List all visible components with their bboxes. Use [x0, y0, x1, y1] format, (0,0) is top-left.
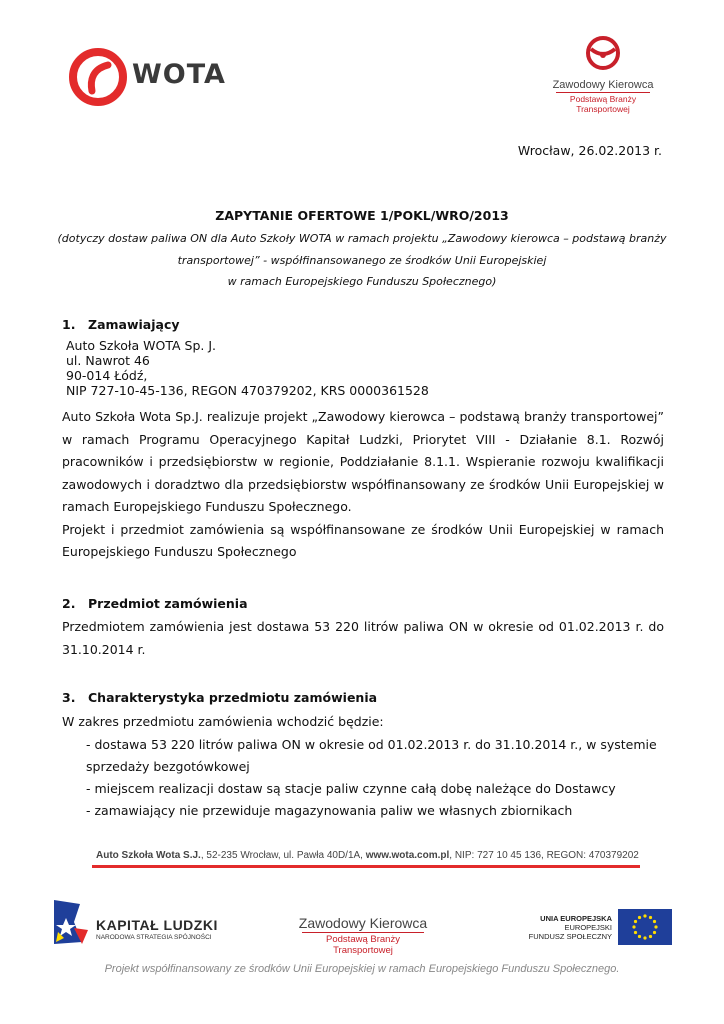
document-title: ZAPYTANIE OFERTOWE 1/POKL/WRO/2013: [215, 208, 509, 223]
document-subtitle: [50, 228, 674, 293]
zk-logo-title: Zawodowy Kierowca: [552, 79, 654, 91]
address-line: ul. Nawrot 46: [66, 353, 150, 368]
paragraph: Auto Szkoła Wota Sp.J. realizuje projekt „Zawodowy kierowca – podstawą branży transportowej” w ramach Programu Operacyjnego Kapitał Ludzki, Priorytet VIII - Działanie 8.1. Rozwój pracowników i przedsiębiorstw w regionie, Poddziałanie 8.1.1. Wspieranie rozwoju kwalifikacji zawodowych i doradztwo dla przedsiębiorstw współfinansowany ze środków Unii Europejskiej w ramach Europejskiego Funduszu Społecznego.: [62, 409, 664, 514]
footer-ids: , NIP: 727 10 45 136, REGON: 470379202: [449, 850, 639, 861]
section-number: 1.: [62, 317, 76, 332]
zk-footer-subtitle: Podstawą Branży Transportowej: [302, 932, 424, 956]
wota-logo-icon: [68, 47, 128, 107]
eu-line: FUNDUSZ SPOŁECZNY: [528, 932, 612, 941]
paragraph: Projekt i przedmiot zamówienia są współfinansowane ze środków Unii Europejskiej w ramach Europejskiego Funduszu Społecznego: [62, 521, 664, 559]
section-title: Przedmiot zamówienia: [88, 596, 248, 611]
kapital-ludzki-flag-icon: [52, 898, 90, 946]
list-item: - dostawa 53 220 litrów paliwa ON w okresie od 01.02.2013 r. do 31.10.2014 r., w systemie sprzedaży bezgotówkowej: [86, 737, 657, 774]
address-line: 90-014 Łódź,: [66, 368, 148, 383]
address-line: NIP 727-10-45-136, REGON 470379202, KRS 0000361528: [66, 383, 429, 398]
order-subject-paragraph: Przedmiotem zamówienia jest dostawa 53 220 litrów paliwa ON w okresie od 01.02.2013 r. do 31.10.2014 r.: [62, 619, 664, 657]
section-title: Charakterystyka przedmiotu zamówienia: [88, 690, 378, 705]
list-item: - zamawiający nie przewiduje magazynowania paliw we własnych zbiornikach: [86, 803, 573, 818]
zk-steering-icon: [583, 33, 623, 73]
wota-logo-text: WOTA: [132, 59, 226, 90]
section-2-heading: [62, 596, 248, 611]
subtitle-line: w ramach Europejskiego Funduszu Społecznego): [227, 275, 497, 288]
scope-bullet-list: [86, 734, 666, 822]
footer-cofinancing-note: Projekt współfinansowany ze środków Unii Europejskiej w ramach Europejskiego Funduszu Społecznego.: [104, 963, 620, 975]
eu-line: UNIA EUROPEJSKA: [540, 914, 612, 923]
section-number: 2.: [62, 596, 76, 611]
document-date: Wrocław, 26.02.2013 r.: [517, 143, 662, 158]
footer-address: , 52-235 Wrocław, ul. Pawła 40D/1A,: [200, 850, 366, 861]
zawodowy-kierowca-footer-logo: [298, 915, 428, 956]
kapital-ludzki-logo: [96, 917, 218, 941]
kl-subtitle: NARODOWA STRATEGIA SPÓJNOŚCI: [96, 934, 212, 941]
footer-website-link[interactable]: www.wota.com.pl: [365, 850, 450, 861]
list-item: - miejscem realizacji dostaw są stacje paliw czynne całą dobę należące do Dostawcy: [86, 781, 616, 796]
section-3-heading: [62, 690, 377, 705]
subtitle-line: transportowej” - współfinansowanego ze środków Unii Europejskiej: [177, 253, 547, 267]
section-number: 3.: [62, 690, 76, 705]
section-title: Zamawiający: [88, 317, 180, 332]
scope-intro: W zakres przedmiotu zamówienia wchodzić będzie:: [62, 714, 384, 729]
zk-logo-subtitle: Podstawą Branży Transportowej: [556, 92, 650, 114]
project-description: [62, 406, 664, 564]
footer-company-name: Auto Szkoła Wota S.J.: [96, 850, 201, 861]
section-1-heading: [62, 317, 180, 332]
footer-company-line: [96, 850, 639, 861]
eu-line: EUROPEJSKI: [564, 923, 612, 932]
zawodowy-kierowca-logo: [548, 33, 658, 114]
footer-divider: [92, 865, 640, 868]
zk-footer-title: Zawodowy Kierowca: [298, 915, 428, 931]
contractor-address: [66, 338, 429, 398]
address-line: Auto Szkoła WOTA Sp. J.: [66, 338, 216, 353]
subtitle-line: (dotyczy dostaw paliwa ON dla Auto Szkoły WOTA w ramach projektu „Zawodowy kierowca – podstawą branży: [57, 232, 667, 245]
eu-fund-text: [516, 914, 612, 941]
eu-flag-icon: [618, 909, 672, 945]
kl-title: KAPITAŁ LUDZKI: [96, 917, 218, 933]
